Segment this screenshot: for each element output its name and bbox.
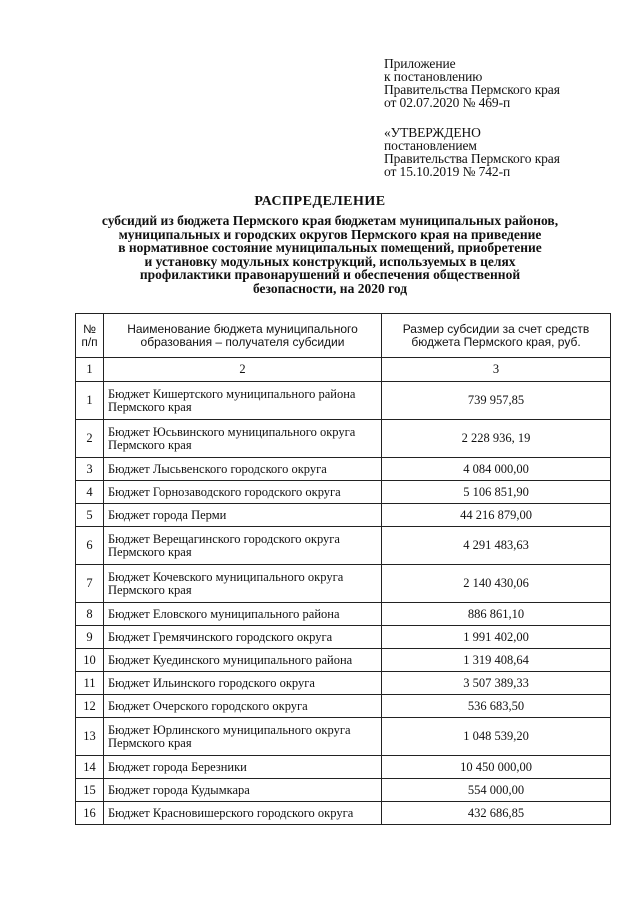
subtitle-line: субсидий из бюджета Пермского края бюджетам муниципальных районов, — [101, 213, 559, 228]
row-amount: 10 450 000,00 — [382, 756, 611, 779]
header-amount: Размер субсидии за счет средств бюджета Пермского края, руб. — [382, 314, 611, 358]
table-row — [76, 756, 611, 779]
approved-line: от 15.10.2019 № 742-п — [384, 164, 511, 179]
row-amount: 1 048 539,20 — [382, 718, 611, 756]
annex-line: к постановлению — [384, 69, 483, 84]
table-row — [76, 695, 611, 718]
annex-line: от 02.07.2020 № 469-п — [384, 95, 511, 110]
table-row — [76, 458, 611, 481]
row-amount: 1 319 408,64 — [382, 649, 611, 672]
row-num: 10 — [76, 649, 104, 672]
row-amount: 1 991 402,00 — [382, 626, 611, 649]
row-name: Бюджет города Березники — [104, 756, 382, 779]
row-name: Бюджет Кишертского муниципального района Пермского края — [104, 382, 382, 420]
header-name: Наименование бюджета муниципального образования – получателя субсидии — [104, 314, 382, 358]
table-row — [76, 718, 611, 756]
annex-block — [384, 57, 624, 109]
table-row — [76, 649, 611, 672]
approved-line: Правительства Пермского края — [384, 151, 560, 166]
table-header-row — [76, 314, 611, 358]
approved-line: постановлением — [384, 138, 477, 153]
row-num: 14 — [76, 756, 104, 779]
row-num: 9 — [76, 626, 104, 649]
row-name: Бюджет Юсьвинского муниципального округа Пермского края — [104, 420, 382, 458]
row-num: 15 — [76, 779, 104, 802]
row-num: 4 — [76, 481, 104, 504]
table-row — [76, 779, 611, 802]
row-amount: 536 683,50 — [382, 695, 611, 718]
table-row — [76, 565, 611, 603]
approved-block — [384, 126, 624, 178]
table-row — [76, 626, 611, 649]
row-name: Бюджет Юрлинского муниципального округа Пермского края — [104, 718, 382, 756]
subtitle-line: в нормативное состояние муниципальных помещений, приобретение — [118, 240, 542, 255]
row-amount: 4 291 483,63 — [382, 527, 611, 565]
row-name: Бюджет Лысьвенского городского округа — [104, 458, 382, 481]
row-name: Бюджет города Перми — [104, 504, 382, 527]
row-name: Бюджет Гремячинского городского округа — [104, 626, 382, 649]
row-amount: 554 000,00 — [382, 779, 611, 802]
table-row — [76, 382, 611, 420]
row-num: 2 — [76, 420, 104, 458]
table-row — [76, 420, 611, 458]
row-num: 16 — [76, 802, 104, 825]
annex-line: Приложение — [384, 56, 456, 71]
row-num: 6 — [76, 527, 104, 565]
row-num: 12 — [76, 695, 104, 718]
subtitle-line: муниципальных и городских округов Пермского края на приведение — [118, 226, 542, 242]
row-name: Бюджет Еловского муниципального района — [104, 603, 382, 626]
annex-line: Правительства Пермского края — [384, 82, 560, 97]
row-name: Бюджет Кочевского муниципального округа Пермского края — [104, 565, 382, 603]
row-num: 1 — [76, 382, 104, 420]
row-num: 8 — [76, 603, 104, 626]
row-num: 13 — [76, 718, 104, 756]
table-row — [76, 527, 611, 565]
row-name: Бюджет Горнозаводского городского округа — [104, 481, 382, 504]
row-amount: 432 686,85 — [382, 802, 611, 825]
row-name: Бюджет Верещагинского городского округа Пермского края — [104, 527, 382, 565]
index-cell: 2 — [104, 358, 382, 382]
row-num: 3 — [76, 458, 104, 481]
table-row — [76, 672, 611, 695]
document-subtitle — [60, 214, 600, 295]
distribution-table — [75, 313, 611, 825]
row-num: 5 — [76, 504, 104, 527]
table-index-row — [76, 358, 611, 382]
row-amount: 44 216 879,00 — [382, 504, 611, 527]
subtitle-line: и установку модульных конструкций, используемых в целях — [144, 253, 516, 269]
table-row — [76, 603, 611, 626]
row-name: Бюджет Куединского муниципального района — [104, 649, 382, 672]
table-row — [76, 481, 611, 504]
row-num: 7 — [76, 565, 104, 603]
row-amount: 886 861,10 — [382, 603, 611, 626]
subtitle-line: безопасности, на 2020 год — [252, 280, 408, 296]
row-amount: 739 957,85 — [382, 382, 611, 420]
row-name: Бюджет Очерского городского округа — [104, 695, 382, 718]
document-title: РАСПРЕДЕЛЕНИЕ — [254, 194, 386, 209]
table-row — [76, 504, 611, 527]
row-name: Бюджет города Кудымкара — [104, 779, 382, 802]
row-amount: 4 084 000,00 — [382, 458, 611, 481]
row-num: 11 — [76, 672, 104, 695]
row-amount: 5 106 851,90 — [382, 481, 611, 504]
approved-line: «УТВЕРЖДЕНО — [384, 125, 481, 140]
row-amount: 3 507 389,33 — [382, 672, 611, 695]
row-amount: 2 228 936, 19 — [382, 420, 611, 458]
row-name: Бюджет Красновишерского городского округа — [104, 802, 382, 825]
index-cell: 3 — [382, 358, 611, 382]
header-num: № п/п — [76, 314, 104, 358]
subtitle-line: профилактики правонарушений и обеспечения общественной — [139, 267, 521, 282]
table-row — [76, 802, 611, 825]
row-name: Бюджет Ильинского городского округа — [104, 672, 382, 695]
row-amount: 2 140 430,06 — [382, 565, 611, 603]
index-cell: 1 — [76, 358, 104, 382]
